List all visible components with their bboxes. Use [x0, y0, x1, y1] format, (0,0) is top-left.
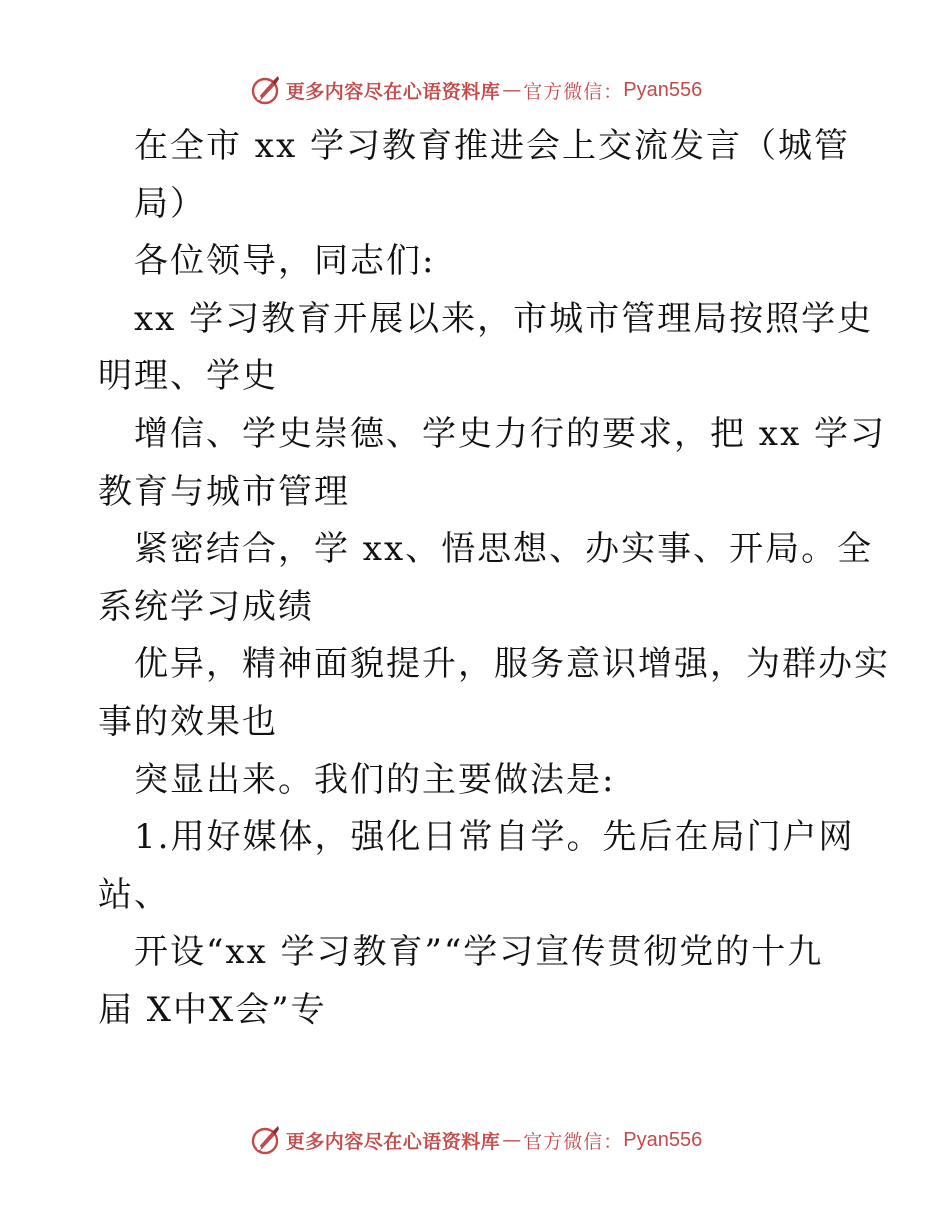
text-line: 局）: [134, 183, 206, 224]
text-line: 明理、学史: [98, 356, 278, 397]
text-line: 增信、学史崇德、学史力行的要求，把 xx 学习: [134, 413, 886, 454]
document-body: [98, 118, 888, 1040]
promo-text: 更多内容尽在心语资料库: [285, 1130, 501, 1153]
contact-label: 官方微信：: [523, 80, 624, 103]
text-line: 教育与城市管理: [98, 471, 350, 512]
text-line: 优异，精神面貌提升，服务意识增强，为群办实: [134, 644, 890, 685]
text-line: 开设“xx 学习教育”“学习宣传贯彻党的十九: [134, 932, 824, 973]
text-line: 在全市 xx 学习教育推进会上交流发言（城管: [134, 126, 850, 166]
contact-label: 官方微信：: [523, 1130, 624, 1153]
text-line: xx 学习教育开展以来，市城市管理局按照学史: [134, 298, 874, 339]
text-line: 紧密结合，学 xx、悟思想、办实事、开局。全: [134, 529, 874, 570]
header-watermark-banner: [0, 70, 950, 110]
quill-logo-icon: [248, 73, 282, 107]
text-line: 事的效果也: [98, 701, 278, 742]
text-line: 站、: [98, 874, 170, 915]
separator-dash: —: [502, 79, 522, 101]
text-line: 各位领导，同志们:: [134, 241, 436, 282]
text-line: 突显出来。我们的主要做法是:: [134, 759, 616, 800]
footer-watermark-banner: [0, 1120, 950, 1160]
contact-id: Pyan556: [623, 78, 703, 101]
quill-logo-icon: [248, 1123, 282, 1157]
promo-text: 更多内容尽在心语资料库: [285, 80, 501, 103]
text-line: 系统学习成绩: [98, 586, 314, 627]
text-line: 1.用好媒体，强化日常自学。先后在局门户网: [134, 817, 855, 858]
contact-id: Pyan556: [623, 1128, 703, 1151]
separator-dash: —: [502, 1129, 522, 1151]
text-line: 届 X中X会”专: [98, 989, 327, 1030]
